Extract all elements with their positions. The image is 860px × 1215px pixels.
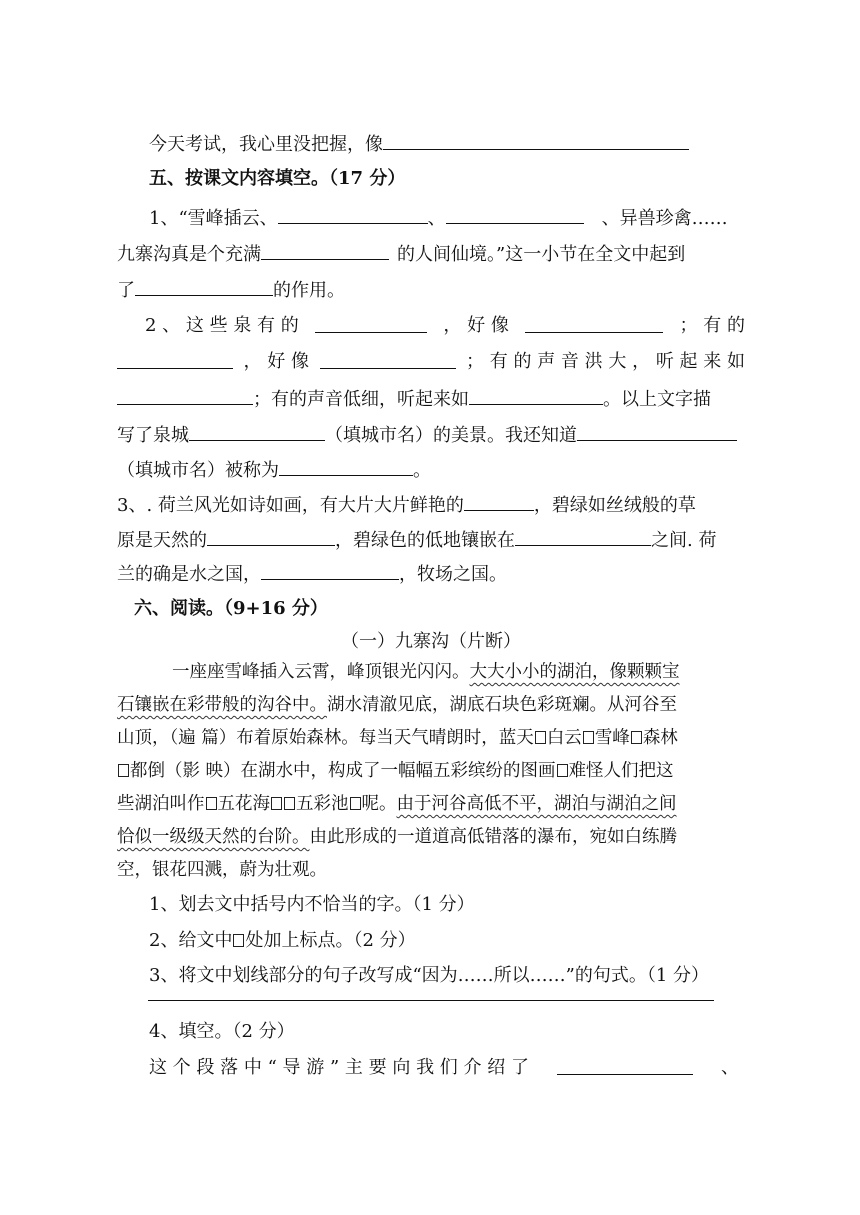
s5-q3-line3 (117, 561, 745, 587)
s6-question-4: 4、填空。（2 分） (149, 1021, 295, 1042)
answer-blank (117, 386, 253, 405)
s5-q1-text-d: 九寨沟真是个充满 (117, 244, 261, 265)
s5-q3-text-a2: ，碧绿如丝绒般的草 (533, 495, 696, 516)
s5-q2-text-e2: 。 (413, 460, 431, 481)
s6-q2-text-b: 处加上标点。（2 分） (245, 930, 416, 951)
passage-l5b: 五花海 (217, 794, 270, 814)
s5-q3-text-c2: ，牧场之国。 (399, 564, 507, 585)
passage-l2b: 湖水清澈见底，湖底石块色彩斑斓。从河谷至 (327, 695, 677, 715)
s5-q2-text-c2: 。以上文字描 (603, 389, 711, 410)
passage-l7: 空，银花四溅，蔚为壮观。 (117, 860, 327, 880)
passage-l6b: 由此形成的一道道高低错落的瀑布，宛如白练腾 (309, 827, 677, 847)
s5-q2-text-d1: 写了泉城 (117, 425, 189, 446)
s5-q3-text-a1: 3、. 荷兰风光如诗如画，有大片大片鲜艳的 (117, 495, 464, 516)
passage-l2a-underlined: 石镶嵌在彩带般的沟谷中。 (117, 695, 327, 715)
answer-blank (207, 527, 335, 546)
passage-l3: 山顶，（遍 篇）布着原始森林。每当天气晴朗时，蓝天 (117, 728, 534, 748)
s5-q2-text-a2: ， 好 像 (443, 315, 509, 336)
passage-line-5 (117, 792, 745, 818)
answer-line (148, 1000, 714, 1001)
answer-blank (189, 422, 325, 441)
answer-blank (117, 350, 233, 369)
s5-q2-text-d2: （填城市名）的美景。我还知道 (325, 425, 577, 446)
answer-blank (515, 527, 651, 546)
punctuation-box (271, 797, 282, 810)
punctuation-box (284, 797, 295, 810)
section-5-title: 五、按课文内容填空。（17 分） (149, 168, 406, 189)
passage-l3-w2: 雪峰 (594, 728, 630, 748)
s5-q1-text-a: 1、“雪峰插云、 (149, 208, 278, 229)
s5-q2-line4 (117, 422, 745, 448)
s5-q3-text-b3: 之间. 荷 (651, 530, 717, 551)
s5-q2-text-e1: （填城市名）被称为 (117, 460, 279, 481)
s6-q4-text-a: 这 个 段 落 中 “ 导 游 ” 主 要 向 我 们 介 绍 了 (149, 1057, 529, 1078)
passage-l3-w3: 森林 (642, 728, 678, 748)
s5-q3-text-c1: 兰的确是水之国， (117, 564, 261, 585)
passage-title: （一）九寨沟（片断） (341, 631, 521, 652)
punctuation-box (583, 731, 594, 744)
s5-q2-line2 (117, 350, 745, 376)
s6-question-3: 3、将文中划线部分的句子改写成“因为……所以……”的句式。（1 分） (149, 965, 710, 986)
s6-q4-line (149, 1056, 739, 1082)
s5-q2-text-a1: 2 、 这 些 泉 有 的 (145, 315, 299, 336)
s5-q2-text-a3: ； 有 的 (679, 315, 745, 336)
punctuation-box (535, 731, 546, 744)
s5-q2-text-c1: ；有的声音低细，听起来如 (253, 389, 469, 410)
punctuation-box (206, 797, 217, 810)
passage-l5d: 呢。 (361, 794, 397, 814)
s5-q1-text-e: 的人间仙境。”这一小节在全文中起到 (397, 244, 686, 265)
passage-line-3 (117, 726, 745, 752)
answer-blank (278, 205, 428, 224)
answer-blank (525, 314, 663, 333)
s6-q4-text-b: 、 (720, 1057, 739, 1078)
answer-blank (577, 422, 737, 441)
passage-l5a: 些湖泊叫作 (117, 794, 205, 814)
punctuation-box (350, 797, 361, 810)
s5-q1-line2 (117, 241, 745, 267)
passage-line-6 (117, 825, 745, 851)
punctuation-box (233, 934, 244, 947)
s5-q1-text-c: 、异兽珍禽…… (601, 208, 728, 229)
s5-q1-line1 (149, 205, 745, 231)
s5-q2-line1 (145, 314, 745, 340)
passage-line-7 (117, 858, 745, 884)
passage-l5e-underlined: 由于河谷高低不平，湖泊与湖泊之间 (396, 794, 677, 814)
answer-blank (135, 277, 273, 296)
passage-l1b-underlined: 大大小小的湖泊，像颗颗宝 (469, 662, 680, 682)
answer-blank (279, 457, 413, 476)
passage-line-4 (117, 759, 745, 785)
answer-blank (315, 314, 427, 333)
passage-l5c: 五彩池 (296, 794, 349, 814)
s5-q1-text-f: 了 (117, 280, 135, 301)
s6-question-2 (149, 929, 777, 955)
answer-blank (383, 131, 689, 150)
prev-question-text: 今天考试，我心里没把握，像 (149, 134, 383, 155)
answer-blank (446, 205, 584, 224)
punctuation-box (557, 764, 568, 777)
answer-blank (464, 492, 534, 511)
s6-question-1: 1、划去文中括号内不恰当的字。（1 分） (149, 894, 475, 915)
s5-q2-text-b2: ； 有 的 声 音 洪 大 ， 听 起 来 如 (466, 351, 745, 372)
passage-l3-w1: 白云 (546, 728, 582, 748)
s5-q1-text-b: 、 (427, 208, 446, 229)
passage-l4b: 难怪人们把这 (568, 761, 674, 781)
answer-blank (320, 350, 456, 369)
prev-question-line (149, 131, 729, 157)
answer-blank (261, 561, 399, 580)
passage-l6a-underlined: 恰似一级级天然的台阶。 (117, 827, 310, 847)
passage-line-1 (172, 660, 745, 686)
s5-q2-line5 (117, 457, 745, 483)
answer-blank (469, 386, 603, 405)
passage-l4a: 都倒（影 映）在湖水中，构成了一幅幅五彩缤纷的图画 (130, 761, 556, 781)
s5-q3-line2 (117, 527, 745, 553)
s5-q3-text-b1: 原是天然的 (117, 530, 207, 551)
section-6-title: 六、阅读。（9+16 分） (134, 598, 328, 619)
passage-l1a: 一座座雪峰插入云霄，峰顶银光闪闪。 (172, 662, 470, 682)
answer-blank (261, 241, 389, 260)
punctuation-box (631, 731, 642, 744)
s5-q1-text-g: 的作用。 (273, 280, 345, 301)
answer-blank (557, 1056, 693, 1075)
s5-q3-text-b2: ，碧绿色的低地镶嵌在 (335, 530, 515, 551)
s5-q3-line1 (117, 492, 745, 518)
punctuation-box (118, 764, 129, 777)
s6-q2-text-a: 2、给文中 (149, 930, 233, 951)
s5-q2-line3 (117, 386, 745, 412)
s5-q2-text-b1: ， 好 像 (243, 351, 309, 372)
passage-line-2 (117, 693, 745, 719)
s5-q1-line3 (117, 277, 745, 303)
